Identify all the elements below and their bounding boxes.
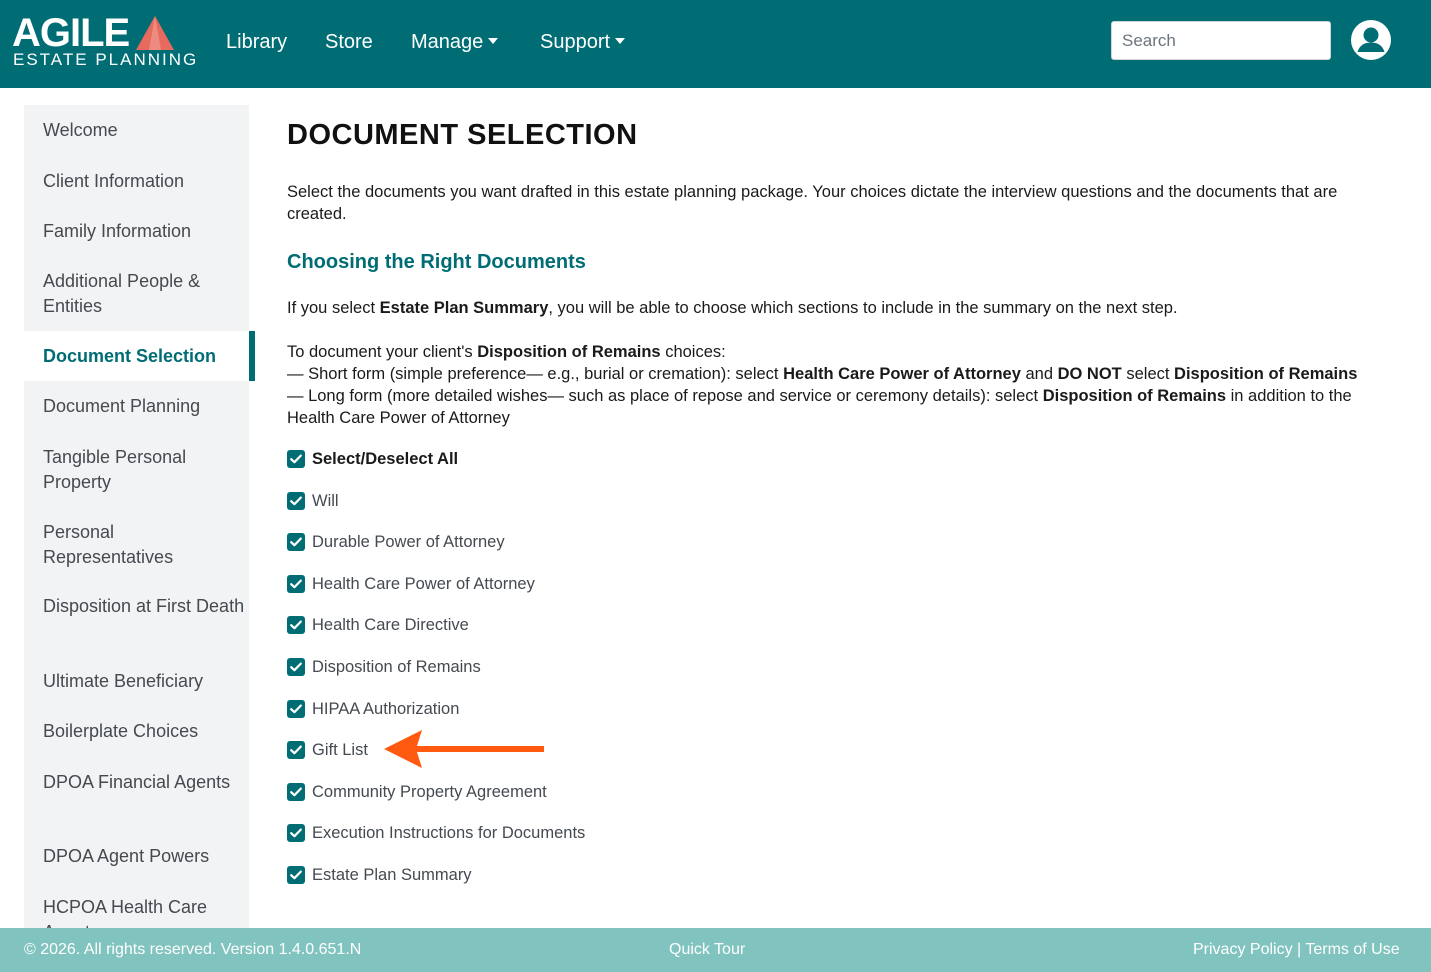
intro-text: Select the documents you want drafted in this estate planning package. Your choices dictate the interview questions and the documents that are created. (287, 183, 1338, 223)
page-title: DOCUMENT SELECTION (287, 119, 638, 151)
remains-note (287, 341, 1362, 429)
doc-label: Execution Instructions for Documents (312, 824, 586, 842)
agile-logo[interactable] (12, 11, 199, 72)
select-all-checkbox[interactable] (287, 447, 458, 471)
summary-note: If you select Estate Plan Summary, you will be able to choose which sections to include in the summary on the next step. (287, 299, 1178, 317)
footer-copyright: © 2026. All rights reserved. Version 1.4.0.651.N (24, 941, 362, 958)
sidebar-item-client-information[interactable]: Client Information (43, 171, 185, 191)
privacy-policy-link[interactable]: Privacy Policy (1193, 941, 1293, 958)
doc-label: Will (312, 492, 339, 510)
sidebar-item-document-selection[interactable]: Document Selection (24, 331, 255, 381)
footer (0, 928, 1431, 972)
nav-store[interactable]: Store (325, 31, 373, 53)
checkbox-checked-icon[interactable] (287, 824, 305, 842)
footer-separator: | (1292, 941, 1306, 958)
checkbox-checked-icon[interactable] (287, 575, 305, 593)
nav-support[interactable] (540, 28, 625, 56)
doc-label: Durable Power of Attorney (312, 533, 505, 551)
sidebar-item-welcome[interactable]: Welcome (43, 120, 118, 140)
doc-label: Estate Plan Summary (312, 866, 472, 884)
nav-manage-label: Manage (411, 31, 484, 53)
nav-library[interactable]: Library (226, 31, 288, 53)
doc-checkbox-execution-instructions[interactable] (287, 821, 585, 845)
footer-links (1193, 928, 1400, 972)
top-navbar (0, 0, 1431, 88)
sidebar-item-family-information[interactable]: Family Information (43, 221, 192, 241)
doc-label: Community Property Agreement (312, 783, 547, 801)
doc-checkbox-will[interactable] (287, 489, 339, 513)
sidebar-item-ultimate-beneficiary[interactable]: Ultimate Beneficiary (43, 671, 204, 691)
sidebar-item-boilerplate-choices[interactable]: Boilerplate Choices (43, 721, 199, 741)
remains-note-long: — Long form (more detailed wishes— such as place of repose and service or ceremony details): select Disposition of Remains in addition to the Health Care Power of Attorney (287, 387, 1352, 427)
doc-checkbox-health-care-directive[interactable] (287, 613, 469, 637)
sidebar-item-additional-people[interactable]: Additional People & Entities (43, 271, 201, 316)
checkbox-checked-icon[interactable] (287, 450, 305, 468)
doc-checkbox-hipaa[interactable] (287, 697, 459, 721)
terms-of-use-link[interactable]: Terms of Use (1305, 941, 1400, 958)
nav-support-label: Support (540, 31, 611, 53)
doc-label: HIPAA Authorization (312, 700, 460, 718)
chevron-down-icon (615, 38, 625, 44)
section-heading: Choosing the Right Documents (287, 251, 586, 273)
sidebar-item-document-planning[interactable]: Document Planning (43, 396, 201, 416)
logo-wordmark: AGILE (12, 11, 130, 55)
select-all-label: Select/Deselect All (312, 450, 459, 468)
annotation-arrow-icon (380, 726, 550, 772)
sidebar-item-disposition-first-death[interactable]: Disposition at First Death (43, 596, 245, 616)
quick-tour-link[interactable]: Quick Tour (669, 941, 746, 958)
doc-checkbox-gift-list[interactable] (287, 738, 368, 762)
sidebar-item-dpoa-financial-agents[interactable]: DPOA Financial Agents (43, 772, 231, 792)
doc-checkbox-disposition-of-remains[interactable] (287, 655, 481, 679)
doc-label: Health Care Directive (312, 616, 469, 634)
chevron-down-icon (488, 38, 498, 44)
doc-checkbox-community-property[interactable] (287, 780, 547, 804)
doc-label: Gift List (312, 741, 368, 759)
doc-checkbox-health-care-poa[interactable] (287, 572, 535, 596)
checkbox-checked-icon[interactable] (287, 616, 305, 634)
logo-subtitle: ESTATE PLANNING (13, 50, 199, 69)
doc-checkbox-durable-poa[interactable] (287, 530, 505, 554)
checkbox-checked-icon[interactable] (287, 658, 305, 676)
checkbox-checked-icon[interactable] (287, 783, 305, 801)
doc-checkbox-estate-plan-summary[interactable] (287, 863, 472, 887)
sidebar-item-personal-representatives[interactable]: Personal Representatives (43, 522, 174, 567)
remains-note-intro: To document your client's Disposition of Remains choices: (287, 343, 726, 361)
checkbox-checked-icon[interactable] (287, 741, 305, 759)
logo-triangle-icon (136, 16, 174, 50)
sidebar-nav (24, 105, 249, 928)
checkbox-checked-icon[interactable] (287, 700, 305, 718)
sidebar-item-dpoa-agent-powers[interactable]: DPOA Agent Powers (43, 846, 210, 866)
doc-label: Disposition of Remains (312, 658, 481, 676)
checkbox-checked-icon[interactable] (287, 533, 305, 551)
user-avatar-icon[interactable] (1350, 19, 1392, 61)
active-indicator (249, 331, 255, 381)
search-input[interactable] (1111, 21, 1331, 60)
remains-note-short: — Short form (simple preference— e.g., burial or cremation): select Health Care Power of Attorney and DO NOT select Disposition of Remains (287, 365, 1358, 383)
nav-manage[interactable] (411, 28, 498, 56)
doc-label: Health Care Power of Attorney (312, 575, 535, 593)
sidebar-item-tangible-personal-property[interactable]: Tangible Personal Property (43, 447, 187, 492)
sidebar-item-hcpoa-health-care-agents[interactable]: HCPOA Health Care (43, 897, 208, 917)
checkbox-checked-icon[interactable] (287, 866, 305, 884)
checkbox-checked-icon[interactable] (287, 492, 305, 510)
